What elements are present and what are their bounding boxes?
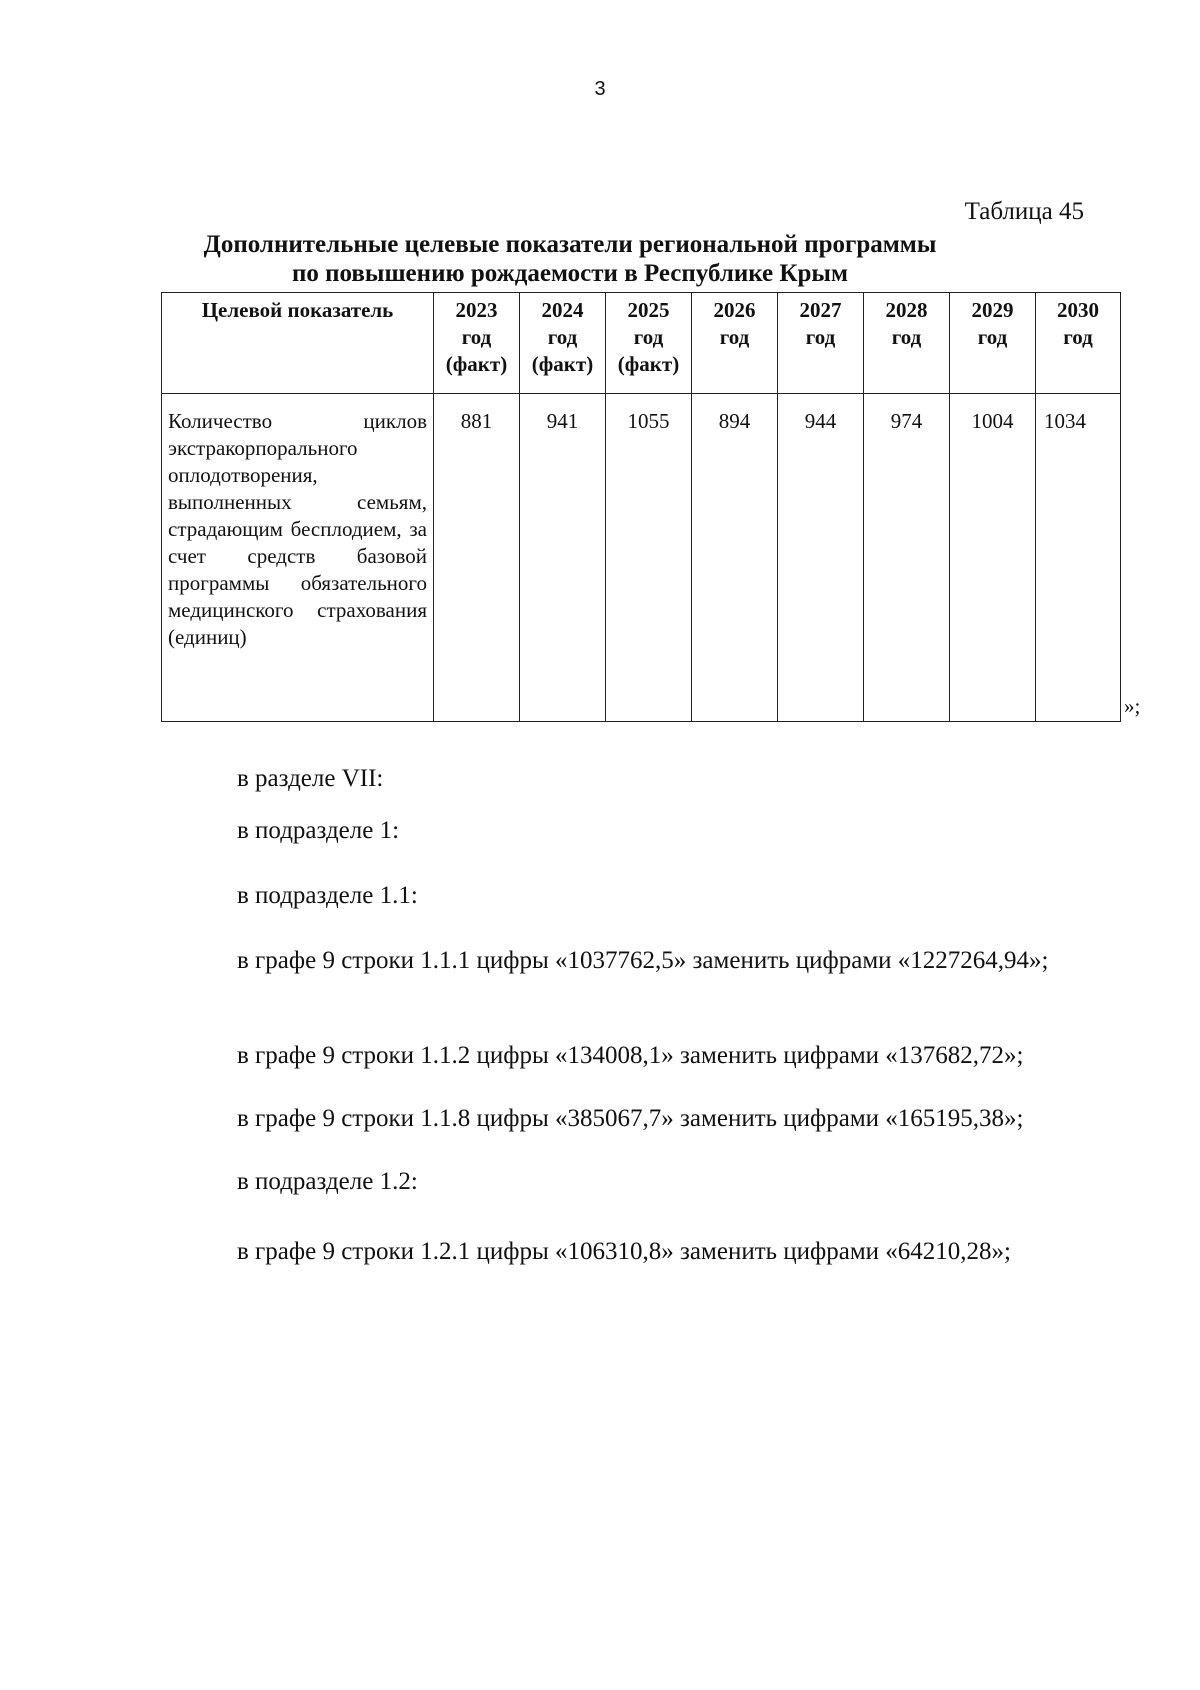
header-year: 2025: [627, 298, 670, 322]
header-unit: год: [547, 325, 578, 349]
header-unit: год: [461, 325, 492, 349]
value-2025: 1055: [606, 394, 692, 722]
value-2027: 944: [778, 394, 864, 722]
paragraph-row-1-1-1: в графе 9 строки 1.1.1 цифры «1037762,5» заменить цифрами «1227264,94»;: [237, 947, 1049, 974]
target-indicators-table: [161, 292, 1121, 722]
header-unit: год: [891, 325, 922, 349]
value-2024: 941: [520, 394, 606, 722]
page-number: 3: [594, 78, 606, 100]
header-year-2025: [606, 293, 692, 394]
header-note: (факт): [445, 352, 508, 376]
header-unit: год: [805, 325, 836, 349]
header-note: (факт): [617, 352, 680, 376]
value-2023: 881: [434, 394, 520, 722]
header-year: 2023: [455, 298, 498, 322]
header-year: 2028: [885, 298, 928, 322]
header-year: 2029: [971, 298, 1014, 322]
header-year: 2027: [799, 298, 842, 322]
value-2030: 1034: [1036, 394, 1121, 722]
value-2029: 1004: [950, 394, 1036, 722]
header-year: 2030: [1057, 298, 1099, 322]
paragraph-row-1-1-2: в графе 9 строки 1.1.2 цифры «134008,1» заменить цифрами «137682,72»;: [237, 1042, 1024, 1069]
header-year-2029: [950, 293, 1036, 394]
value-2028: 974: [864, 394, 950, 722]
header-unit: год: [1063, 325, 1093, 349]
header-unit: год: [977, 325, 1008, 349]
header-year: 2026: [713, 298, 756, 322]
value-2026: 894: [692, 394, 778, 722]
header-unit: год: [719, 325, 750, 349]
header-year-2028: [864, 293, 950, 394]
paragraph-subsection-1-1: в подразделе 1.1:: [237, 882, 418, 909]
table-row: [162, 394, 1121, 722]
header-indicator: Целевой показатель: [162, 293, 434, 394]
header-year: 2024: [541, 298, 584, 322]
table-end-mark: »;: [1124, 694, 1141, 718]
header-year-2027: [778, 293, 864, 394]
paragraph-row-1-1-8: в графе 9 строки 1.1.8 цифры «385067,7» заменить цифрами «165195,38»;: [237, 1105, 1024, 1132]
table-title-line-1: Дополнительные целевые показатели региональной программы: [203, 231, 937, 258]
header-note: (факт): [531, 352, 594, 376]
header-year-2024: [520, 293, 606, 394]
table-header-row: [162, 293, 1121, 394]
paragraph-subsection-1-2: в подразделе 1.2:: [237, 1168, 418, 1195]
table-title-line-2: по повышению рождаемости в Республике Крым: [292, 260, 848, 287]
paragraph-row-1-2-1: в графе 9 строки 1.2.1 цифры «106310,8» заменить цифрами «64210,28»;: [237, 1238, 1011, 1265]
header-unit: год: [633, 325, 664, 349]
indicator-name-cell: Количество циклов экстракорпорального оплодотворения, выполненных семьям, страдающим бесплодием, за счет средств базовой программы обязательного медицинского страхования (единиц): [162, 394, 434, 722]
paragraph-section-vii: в разделе VII:: [237, 765, 384, 792]
header-year-2023: [434, 293, 520, 394]
table-title: [160, 230, 980, 288]
header-year-2026: [692, 293, 778, 394]
paragraph-subsection-1: в подразделе 1:: [237, 817, 400, 844]
header-year-2030: [1036, 293, 1121, 394]
table-caption: Таблица 45: [964, 198, 1084, 225]
